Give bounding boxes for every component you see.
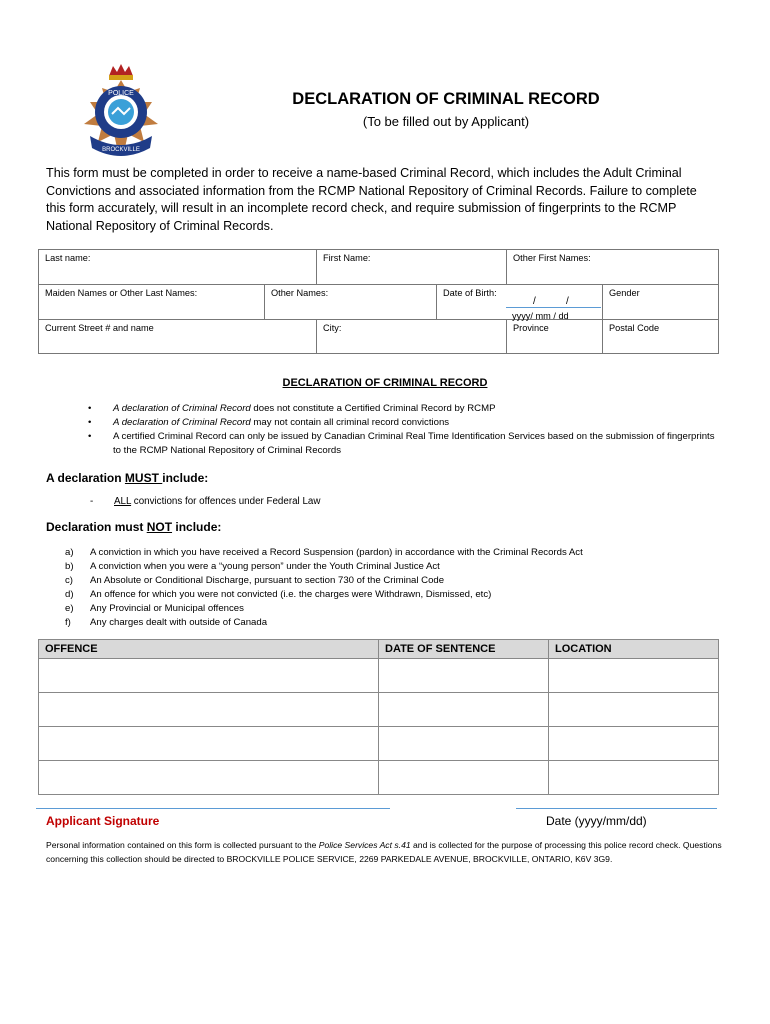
- page-subtitle: (To be filled out by Applicant): [362, 114, 530, 129]
- postal-code-field[interactable]: [603, 320, 719, 354]
- first-name-label: First Name:: [323, 253, 371, 263]
- table-row: [39, 727, 719, 761]
- offence-table: [38, 639, 719, 795]
- list-item: e) Any Provincial or Municipal offences: [65, 603, 244, 614]
- date-cell[interactable]: [379, 727, 549, 761]
- province-field[interactable]: [507, 320, 603, 354]
- table-row: [39, 693, 719, 727]
- offence-cell[interactable]: [39, 761, 379, 795]
- declaration-section-title: DECLARATION OF CRIMINAL RECORD: [282, 377, 488, 389]
- other-names-label: Other Names:: [271, 288, 329, 298]
- intro-paragraph: This form must be completed in order to receive a name-based Criminal Record, which includes the Adult Criminal Convictions and associated information from the RCMP National Repository of Criminal Records. Failure to complete this form accurately, will result in an incomplete record check, and require submission of fingerprints to the RCMP National Repository of Criminal Records.: [46, 166, 697, 233]
- offence-cell[interactable]: [39, 727, 379, 761]
- list-item: a) A conviction in which you have received a Record Suspension (pardon) in accordance with the Criminal Records Act: [65, 547, 583, 558]
- location-cell[interactable]: [549, 693, 719, 727]
- location-header: LOCATION: [549, 640, 719, 659]
- other-names-field[interactable]: [265, 285, 437, 320]
- date-cell[interactable]: [379, 693, 549, 727]
- dob-slash-2: /: [566, 296, 569, 307]
- gender-field[interactable]: [603, 285, 719, 320]
- date-line[interactable]: [516, 808, 717, 809]
- first-name-field[interactable]: [317, 250, 507, 285]
- date-cell[interactable]: [379, 761, 549, 795]
- last-name-field[interactable]: [39, 250, 317, 285]
- location-cell[interactable]: [549, 659, 719, 693]
- dob-format-hint: yyyy/ mm / dd: [512, 311, 569, 321]
- street-field[interactable]: [39, 320, 317, 354]
- other-first-names-field[interactable]: [507, 250, 719, 285]
- gender-label: Gender: [609, 288, 640, 298]
- date-of-birth-label: Date of Birth:: [443, 288, 497, 298]
- date-cell[interactable]: [379, 659, 549, 693]
- must-not-include-heading: Declaration must NOT include:: [46, 520, 222, 534]
- signature-line[interactable]: [36, 808, 390, 809]
- city-field[interactable]: [317, 320, 507, 354]
- table-row: [39, 761, 719, 795]
- must-include-item: - ALL convictions for offences under Federal Law: [90, 496, 321, 507]
- last-name-label: Last name:: [45, 253, 91, 263]
- maiden-names-field[interactable]: [39, 285, 265, 320]
- police-crest-logo: [78, 62, 164, 162]
- offence-cell[interactable]: [39, 659, 379, 693]
- other-first-names-label: Other First Names:: [513, 253, 591, 263]
- list-item: b) A conviction when you were a “young person” under the Youth Criminal Justice Act: [65, 561, 440, 572]
- must-not-include-list: [65, 546, 583, 630]
- location-cell[interactable]: [549, 727, 719, 761]
- applicant-info-table: [38, 249, 719, 354]
- maiden-names-label: Maiden Names or Other Last Names:: [45, 288, 198, 298]
- list-item: c) An Absolute or Conditional Discharge, pursuant to section 730 of the Criminal Code: [65, 575, 445, 586]
- table-row: [39, 659, 719, 693]
- street-label: Current Street # and name: [45, 323, 154, 333]
- dob-slash-1: /: [533, 296, 536, 307]
- postal-code-label: Postal Code: [609, 323, 660, 333]
- list-item: • A declaration of Criminal Record does not constitute a Certified Criminal Record by RCMP: [88, 403, 496, 414]
- dob-input-line[interactable]: [506, 295, 601, 308]
- must-include-heading: A declaration MUST include:: [46, 471, 209, 485]
- city-label: City:: [323, 323, 342, 333]
- province-label: Province: [513, 323, 549, 333]
- list-item: • A certified Criminal Record can only be issued by Canadian Criminal Real Time Identification Services based on the submission of fingerprints to the RCMP National Repository of Criminal Records: [88, 431, 715, 456]
- list-item: • A declaration of Criminal Record may not contain all criminal record convictions: [88, 417, 450, 428]
- offence-cell[interactable]: [39, 693, 379, 727]
- offence-header: OFFENCE: [39, 640, 379, 659]
- list-item: d) An offence for which you were not convicted (i.e. the charges were Withdrawn, Dismissed, etc): [65, 589, 492, 600]
- page-title: DECLARATION OF CRIMINAL RECORD: [292, 90, 600, 108]
- signature-date-label: Date (yyyy/mm/dd): [546, 814, 647, 828]
- location-cell[interactable]: [549, 761, 719, 795]
- list-item: f) Any charges dealt with outside of Canada: [65, 617, 268, 628]
- logo-text-police: POLICE: [108, 90, 134, 97]
- applicant-signature-label: Applicant Signature: [46, 814, 160, 828]
- date-of-sentence-header: DATE OF SENTENCE: [379, 640, 549, 659]
- logo-text-brockville: BROCKVILLE: [102, 147, 140, 153]
- privacy-notice: Personal information contained on this form is collected pursuant to the Police Services Act s.41 and is collected for the purpose of processing this police record check. Questions concerning this collection should be directed to BROCKVILLE POLICE SERVICE, 2269 PARKEDALE AVENUE, BROCKVILLE, ONTARIO, K6V 3G9.: [46, 840, 722, 864]
- declaration-bullets: [88, 402, 718, 458]
